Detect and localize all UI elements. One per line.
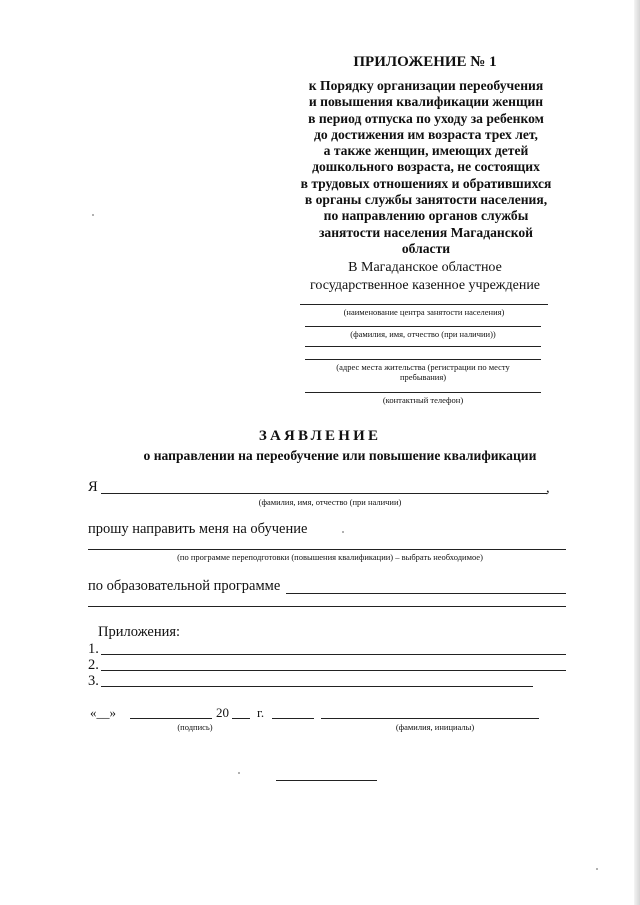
recipient-block: [290, 259, 560, 295]
statement-title: ЗАЯВЛЕНИЕ: [258, 428, 382, 444]
recipient-line: В Магаданское областное: [348, 260, 502, 275]
attachment-number: 3.: [88, 673, 99, 689]
scan-edge: [634, 0, 640, 905]
attachment-line-1[interactable]: [101, 654, 566, 655]
initials-line[interactable]: [321, 718, 539, 719]
year-prefix: 20: [216, 705, 229, 720]
address-caption: (адрес места жительства (регистрации по месту пребывания): [336, 362, 510, 382]
ya-label: Я: [88, 479, 98, 495]
annex-description: [268, 78, 584, 257]
comma: ,: [546, 480, 550, 496]
annex-line: области: [401, 240, 451, 256]
edu-program-line-1[interactable]: [286, 593, 566, 594]
annex-title: ПРИЛОЖЕНИЕ № 1: [353, 54, 497, 70]
program-caption: (по программе переподготовки (повышения квалификации) – выбрать необходимое): [177, 552, 483, 562]
initials-caption: (фамилия, инициалы): [395, 722, 475, 732]
annex-line: в трудовых отношениях и обратившихся: [300, 175, 552, 191]
annex-line: по направлению органов службы: [323, 208, 529, 224]
scan-speck: [92, 214, 94, 216]
applicant-fio-caption: (фамилия, имя, отчество (при наличии): [258, 497, 402, 507]
applicant-name-line[interactable]: [101, 493, 547, 494]
edu-program-line-2[interactable]: [88, 606, 566, 607]
address-line-1[interactable]: [305, 346, 541, 347]
attachment-number: 2.: [88, 657, 99, 673]
date-month-line[interactable]: [130, 718, 212, 719]
scan-speck: [342, 531, 344, 533]
annex-line: и повышения квалификации женщин: [308, 94, 544, 110]
annex-line: а также женщин, имеющих детей: [323, 143, 529, 159]
year-suffix: г.: [257, 705, 265, 720]
annex-line: занятости населения Магаданской: [318, 224, 534, 240]
address-line-2[interactable]: [305, 359, 541, 360]
attachment-line-3[interactable]: [101, 686, 533, 687]
edu-program-label: по образовательной программе: [88, 578, 281, 594]
program-line[interactable]: [88, 549, 566, 550]
closing-rule: [276, 780, 377, 781]
attachment-line-2[interactable]: [101, 670, 566, 671]
scan-speck: [238, 772, 240, 774]
request-text: прошу направить меня на обучение: [88, 521, 308, 537]
statement-subtitle: о направлении на переобучение или повышение квалификации: [143, 448, 537, 463]
center-name-caption: (наименование центра занятости населения): [343, 307, 505, 317]
phone-line[interactable]: [305, 392, 541, 393]
annex-line: до достижения им возраста трех лет,: [314, 126, 538, 142]
fio-line[interactable]: [305, 326, 541, 327]
fio-caption: (фамилия, имя, отчество (при наличии)): [350, 329, 496, 339]
annex-line: в период отпуска по уходу за ребенком: [308, 110, 544, 126]
attachments-label: Приложения:: [98, 624, 181, 640]
phone-caption: (контактный телефон): [382, 395, 464, 405]
center-name-line[interactable]: [300, 304, 548, 305]
annex-line: к Порядку организации переобучения: [308, 78, 544, 93]
scan-speck: [596, 868, 598, 870]
attachment-number: 1.: [88, 641, 99, 657]
date-day: «__»: [90, 705, 116, 720]
year-line[interactable]: [232, 718, 250, 719]
signature-line[interactable]: [272, 718, 314, 719]
signature-caption: (подпись): [177, 722, 213, 732]
annex-line: дошкольного возраста, не состоящих: [312, 159, 540, 175]
annex-line: в органы службы занятости населения,: [304, 192, 548, 208]
recipient-line: государственное казенное учреждение: [309, 278, 541, 293]
